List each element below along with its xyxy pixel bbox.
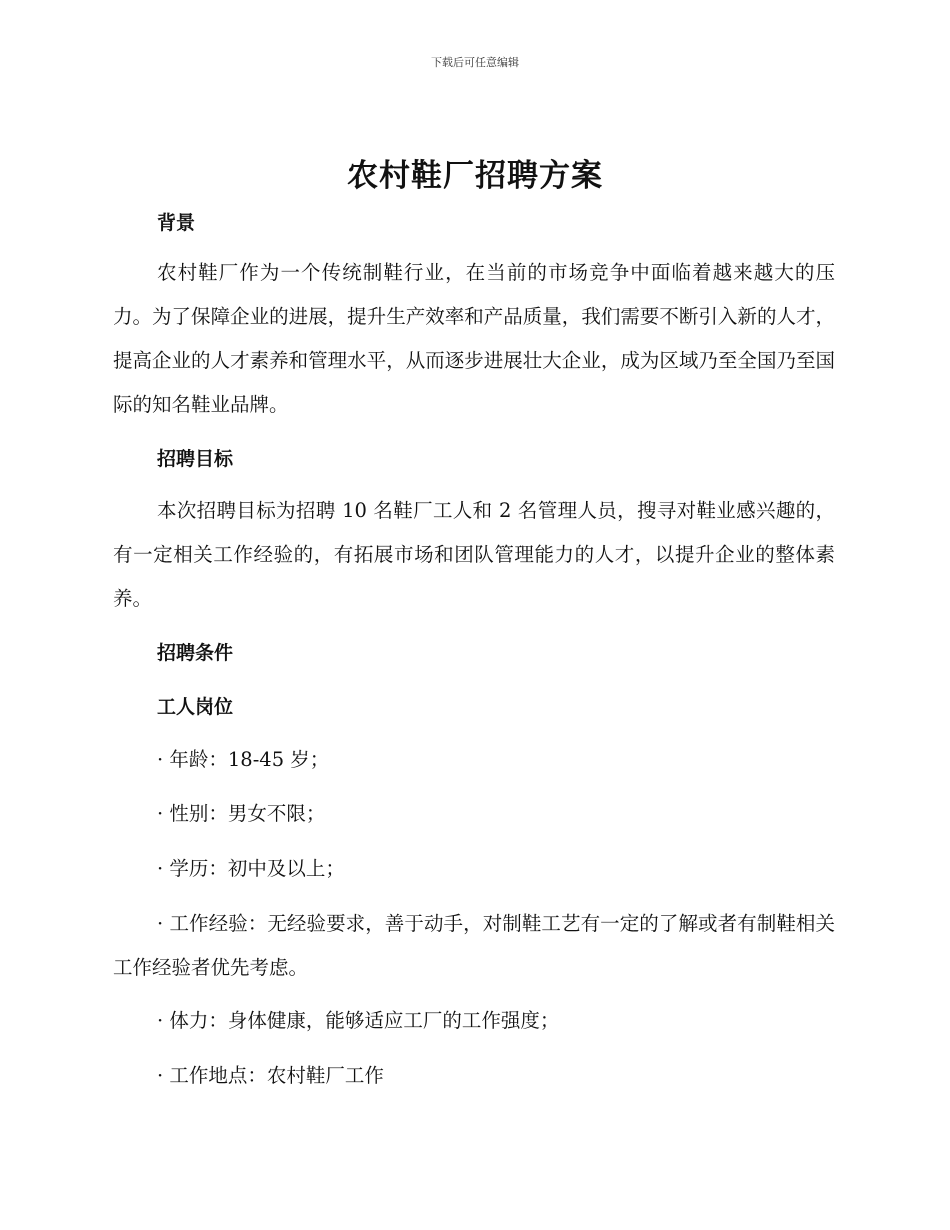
heading-background: 背景: [157, 212, 196, 234]
heading-conditions: 招聘条件: [157, 642, 234, 664]
heading-worker-position: 工人岗位: [157, 696, 234, 718]
paragraph-background: 农村鞋厂作为一个传统制鞋行业，在当前的市场竞争中面临着越来越大的压力。为了保障企业的进展，提升生产效率和产品质量，我们需要不断引入新的人才，提高企业的人才素养和管理水平，从而逐步进展壮大企业，成为区域乃至全国乃至国际的知名鞋业品牌。: [113, 261, 835, 416]
list-item-physical: · 体力：身体健康，能够适应工厂的工作强度；: [157, 1009, 560, 1032]
list-item-education: · 学历：初中及以上；: [157, 857, 345, 880]
header-note: 下载后可任意编辑: [431, 56, 519, 69]
document-title: 农村鞋厂招聘方案: [347, 158, 603, 194]
list-item-gender: · 性别：男女不限；: [157, 802, 326, 825]
list-item-location: · 工作地点：农村鞋厂工作: [157, 1064, 384, 1087]
list-item-age: · 年龄：18-45 岁；: [157, 748, 330, 771]
paragraph-goal: 本次招聘目标为招聘 10 名鞋厂工人和 2 名管理人员，搜寻对鞋业感兴趣的，有一定相关工作经验的，有拓展市场和团队管理能力的人才，以提升企业的整体素养。: [113, 499, 835, 610]
list-item-experience: · 工作经验：无经验要求，善于动手，对制鞋工艺有一定的了解或者有制鞋相关工作经验者优先考虑。: [113, 912, 835, 979]
heading-goal: 招聘目标: [157, 448, 234, 470]
